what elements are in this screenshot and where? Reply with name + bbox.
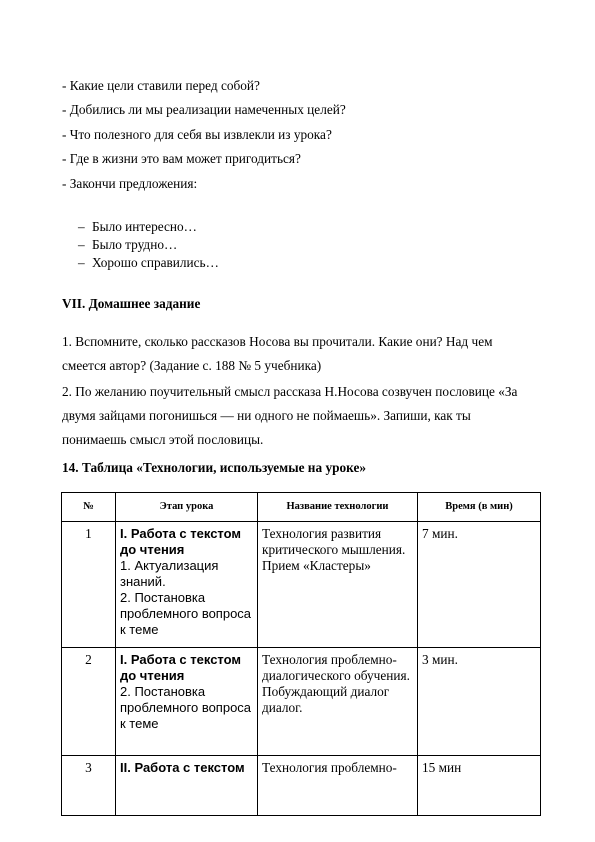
row-time: 7 мин. xyxy=(418,522,541,648)
row-stage xyxy=(116,648,258,756)
row-stage xyxy=(116,756,258,816)
dash-list-item xyxy=(78,219,197,235)
header-time: Время (в мин) xyxy=(418,493,541,522)
stage-title: II. Работа с текстом xyxy=(120,760,245,775)
dash-bullet: – xyxy=(78,255,85,270)
dash-bullet: – xyxy=(78,237,85,252)
row-number: 2 xyxy=(62,648,116,756)
table-header-row xyxy=(62,493,541,522)
header-technology: Название технологии xyxy=(258,493,418,522)
stage-line: 2. Постановка проблемного вопроса к теме xyxy=(120,590,252,637)
header-stage: Этап урока xyxy=(116,493,258,522)
stage-title: I. Работа с текстом до чтения xyxy=(120,652,242,683)
homework-paragraph-1: 1. Вспомните, сколько рассказов Носова вы прочитали. Какие они? Над чем смеется автор? (Задание с. 188 № 5 учебника) xyxy=(62,334,493,373)
question-4: - Где в жизни это вам может пригодиться? xyxy=(62,151,301,166)
row-technology: Технология проблемно-диалогического обучения. Побуждающий диалог диалог. xyxy=(258,648,418,756)
question-2: - Добились ли мы реализации намеченных целей? xyxy=(62,102,346,117)
row-number: 1 xyxy=(62,522,116,648)
dash-list-item xyxy=(78,237,177,253)
question-1: - Какие цели ставили перед собой? xyxy=(62,78,260,93)
row-stage xyxy=(116,522,258,648)
table-row xyxy=(62,522,541,648)
table-row xyxy=(62,756,541,816)
header-number: № xyxy=(62,493,116,522)
table-title: 14. Таблица «Технологии, используемые на уроке» xyxy=(62,460,367,475)
row-time: 15 мин xyxy=(418,756,541,816)
stage-line: 1. Актуализация знаний. xyxy=(120,558,219,589)
technologies-table xyxy=(61,492,541,816)
dash-bullet: – xyxy=(78,219,85,234)
homework-heading: VII. Домашнее задание xyxy=(62,296,201,311)
question-3: - Что полезного для себя вы извлекли из урока? xyxy=(62,127,332,142)
table-row xyxy=(62,648,541,756)
row-technology: Технология развития критического мышления. Прием «Кластеры» xyxy=(258,522,418,648)
row-time: 3 мин. xyxy=(418,648,541,756)
dash-item-text: Было трудно… xyxy=(92,237,178,252)
row-number: 3 xyxy=(62,756,116,816)
dash-item-text: Хорошо справились… xyxy=(92,255,219,270)
dash-list-item xyxy=(78,255,219,271)
stage-title: I. Работа с текстом до чтения xyxy=(120,526,242,557)
question-5: - Закончи предложения: xyxy=(62,176,198,191)
stage-line: 2. Постановка проблемного вопроса к теме xyxy=(120,684,252,731)
homework-paragraph-2: 2. По желанию поучительный смысл рассказа Н.Носова созвучен пословице «За двумя зайцами погонишься — ни одного не поймаешь». Запиши, как ты понимаешь смысл этой пословицы. xyxy=(62,384,518,447)
row-technology: Технология проблемно- xyxy=(258,756,418,816)
dash-item-text: Было интересно… xyxy=(92,219,197,234)
